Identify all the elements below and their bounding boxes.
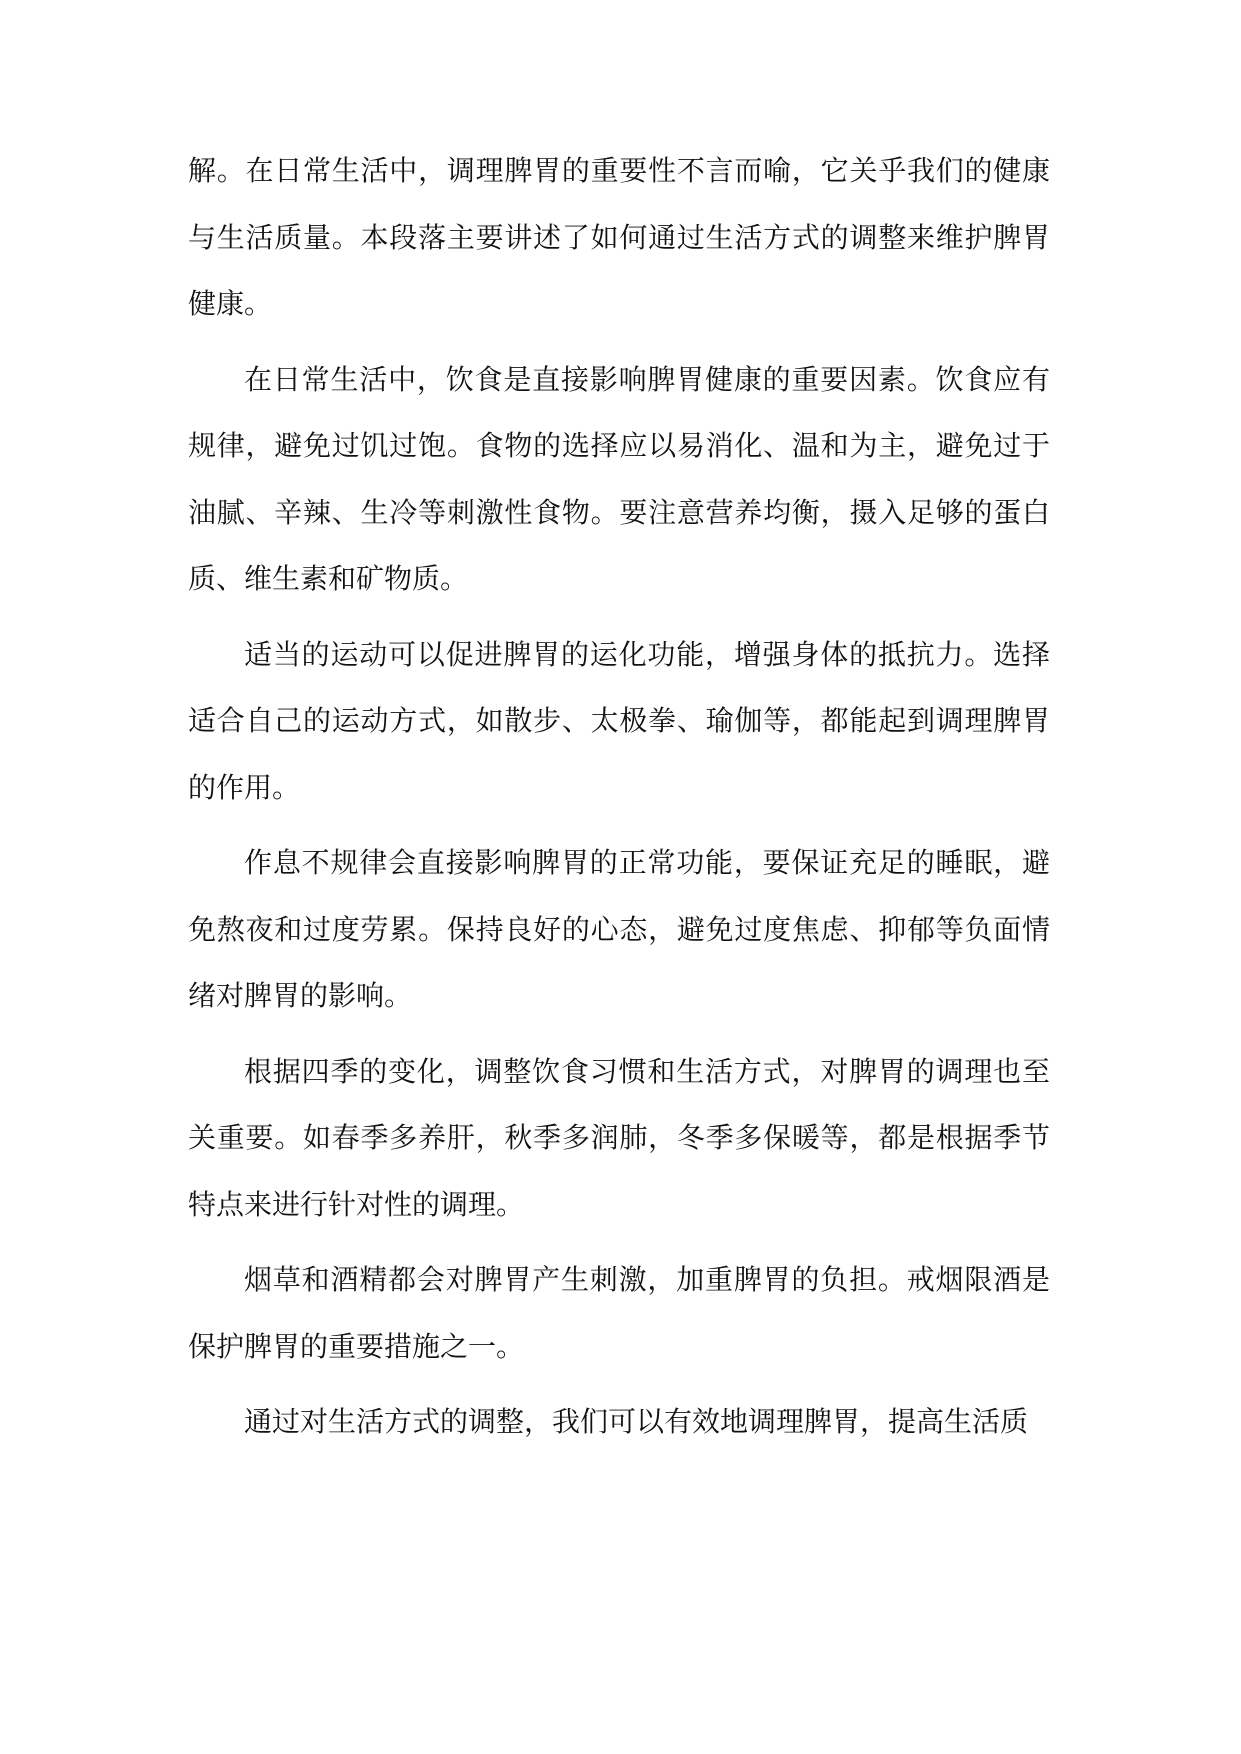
paragraph-continued-intro: 解。在日常生活中，调理脾胃的重要性不言而喻，它关乎我们的健康与生活质量。本段落主要讲述了如何通过生活方式的调整来维护脾胃健康。 <box>188 154 1050 320</box>
paragraph-diet: 在日常生活中，饮食是直接影响脾胃健康的重要因素。饮食应有规律，避免过饥过饱。食物的选择应以易消化、温和为主，避免过于油腻、辛辣、生冷等刺激性食物。要注意营养均衡，摄入足够的蛋白质、维生素和矿物质。 <box>188 362 1050 595</box>
document-body <box>188 138 1050 1465</box>
paragraph-rest: 作息不规律会直接影响脾胃的正常功能，要保证充足的睡眠，避免熬夜和过度劳累。保持良好的心态，避免过度焦虑、抑郁等负面情绪对脾胃的影响。 <box>188 846 1050 1012</box>
paragraph-conclusion: 通过对生活方式的调整，我们可以有效地调理脾胃，提高生活质 <box>244 1405 1029 1438</box>
paragraph-exercise: 适当的运动可以促进脾胃的运化功能，增强身体的抵抗力。选择适合自己的运动方式，如散步、太极拳、瑜伽等，都能起到调理脾胃的作用。 <box>188 637 1050 804</box>
paragraph-seasons: 根据四季的变化，调整饮食习惯和生活方式，对脾胃的调理也至关重要。如春季多养肝，秋季多润肺，冬季多保暖等，都是根据季节特点来进行针对性的调理。 <box>188 1054 1050 1221</box>
paragraph-tobacco-alcohol: 烟草和酒精都会对脾胃产生刺激，加重脾胃的负担。戒烟限酒是保护脾胃的重要措施之一。 <box>188 1263 1050 1363</box>
